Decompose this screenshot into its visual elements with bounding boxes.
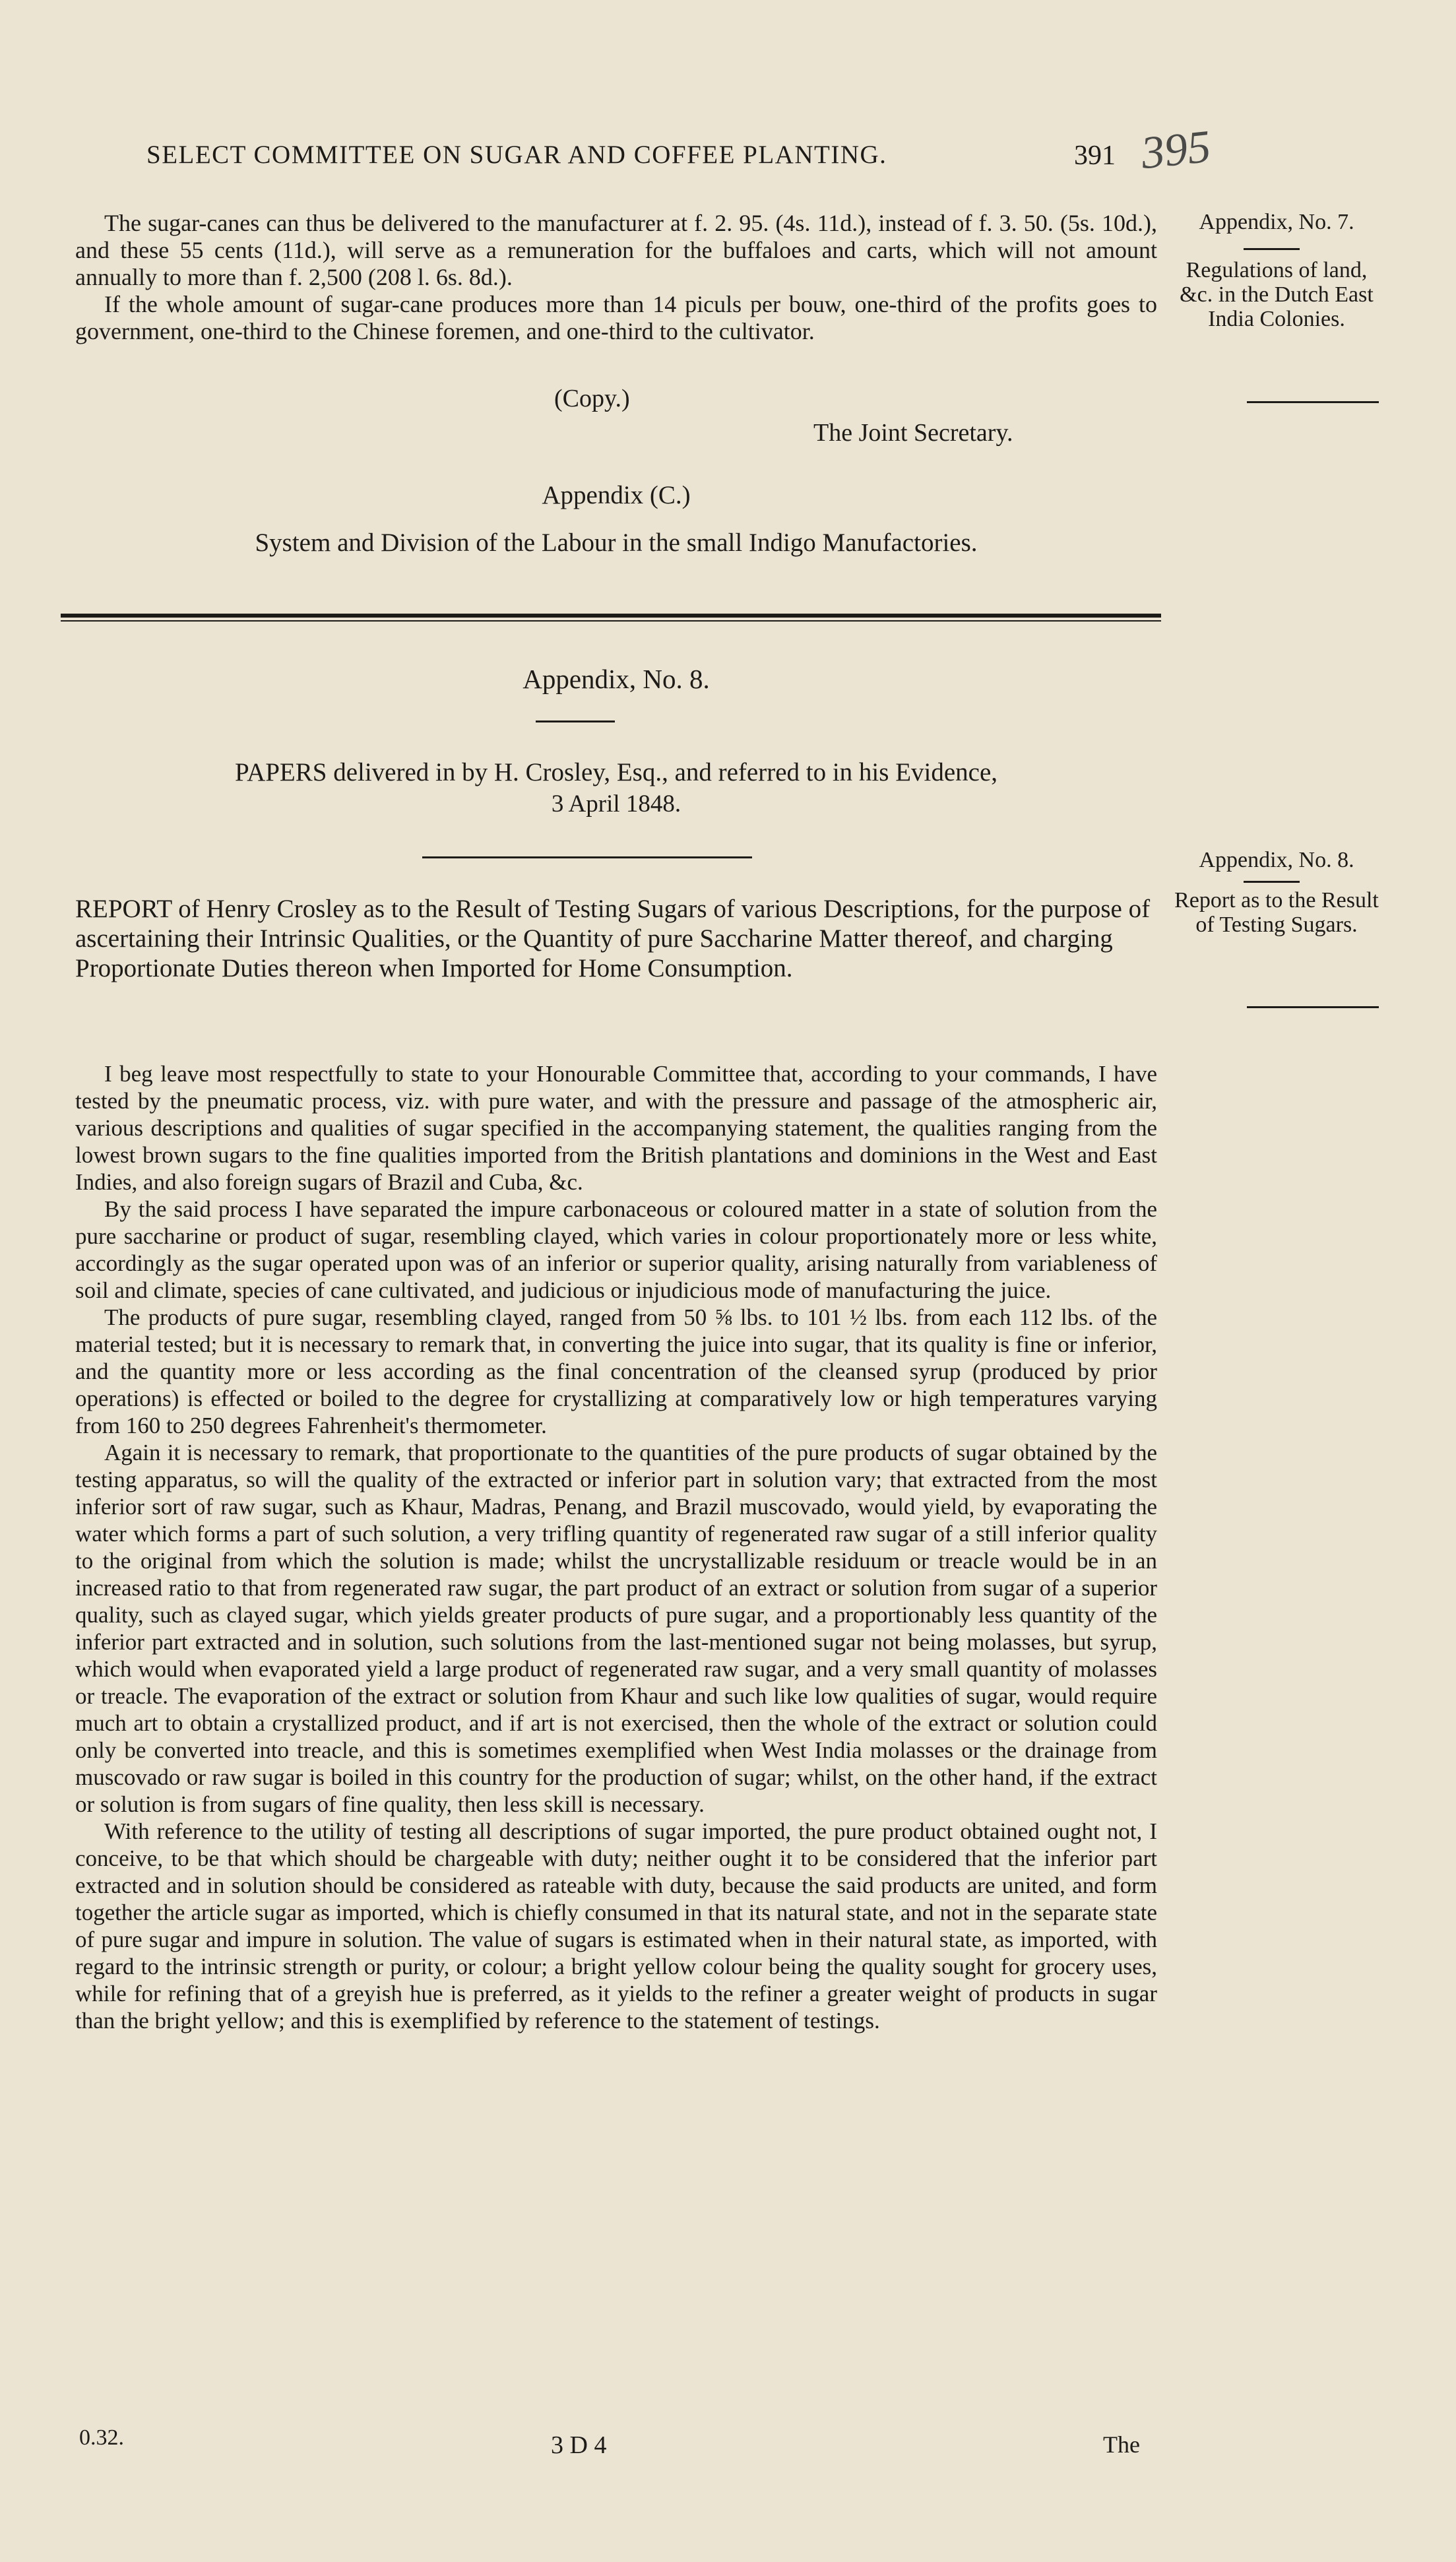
footer-catchword: The xyxy=(1103,2431,1140,2458)
side-note-appendix-7 xyxy=(1171,210,1382,331)
papers-rule xyxy=(422,856,752,858)
body-paragraph-1: I beg leave most respectfully to state to your Honourable Committee that, according to your commands, I have tested by the pneumatic process, viz. with pure water, and with the pressure and passage of the atmospheric air, various descriptions and qualities of sugar specified in the accompanying statement, the qualities ranging from the lowest brown sugars to the fine qualities imported from the British plantations and dominions in the West and East Indies, and also foreign sugars of Brazil and Cuba, &c. xyxy=(75,1061,1157,1195)
papers-date-line: 3 April 1848. xyxy=(551,790,681,817)
section-divider-thin xyxy=(61,620,1161,622)
joint-secretary-signature: The Joint Secretary. xyxy=(813,419,1013,447)
handwritten-page-number: 395 xyxy=(1139,121,1213,179)
side-note-7-text: Regulations of land, &c. in the Dutch East India Colonies. xyxy=(1180,258,1374,331)
side-note-8-rule xyxy=(1244,881,1300,883)
continuation-paragraph-2: If the whole amount of sugar-cane produces more than 14 piculs per bouw, one-third of the profits goes to government, one-third to the Chinese foremen, and one-third to the cultivator. xyxy=(75,291,1157,344)
report-body xyxy=(75,1060,1157,2034)
side-note-appendix-8 xyxy=(1171,848,1382,937)
side-note-8-text: Report as to the Result of Testing Sugars. xyxy=(1174,888,1379,937)
appendix-8-heading-rule xyxy=(536,721,615,722)
side-note-7-label: Appendix, No. 7. xyxy=(1199,210,1354,234)
appendix-c-subtitle: System and Division of the Labour in the small Indigo Manufactories. xyxy=(255,528,978,557)
footer-signature-mark: 3 D 4 xyxy=(551,2431,607,2459)
continuation-paragraph-1: The sugar-canes can thus be delivered to the manufacturer at f. 2. 95. (4s. 11d.), instead of f. 3. 50. (5s. 10d.), and these 55 cents (11d.), will serve as a remuneration for the buffaloes and carts, which will not amount annually to more than f. 2,500 (208 l. 6s. 8d.). xyxy=(75,210,1157,290)
report-title-text: REPORT of Henry Crosley as to the Result of Testing Sugars of various Descriptions, for the purpose of ascertaining their Intrinsic Qualities, or the Quantity of pure Saccharine Matter thereof, and charging Proportionate Duties thereon when Imported for Home Consumption. xyxy=(75,895,1151,982)
side-note-7-end-rule xyxy=(1247,401,1379,403)
body-paragraph-2: By the said process I have separated the impure carbonaceous or coloured matter in a state of solution from the pure saccharine or product of sugar, resembling clayed, which varies in colour proportionately more or less white, accordingly as the sugar operated upon was of an inferior or superior quality, arising naturally from variableness of soil and climate, species of cane cultivated, and judicious or injudicious mode of manufacturing the juice. xyxy=(75,1196,1157,1303)
body-paragraph-5: With reference to the utility of testing all descriptions of sugar imported, the pure product obtained ought not, I conceive, to be that which should be chargeable with duty; neither ought it to be considered that the inferior part extracted and in solution should be considered as rateable with duty, because the said products are united, and form together the article sugar as imported, which is chiefly consumed in that its natural state, and not in the separate state of pure sugar and impure in solution. The value of sugars is estimated when in their natural state, as imported, with regard to the intrinsic strength or purity, or colour; a bright yellow colour being the quality sought for grocery uses, while for refining that of a greyish hue is preferred, as it yields to the refiner a greater weight of products in sugar than the bright yellow; and this is exemplified by reference to the statement of testings. xyxy=(75,1818,1157,2034)
body-paragraph-3: The products of pure sugar, resembling clayed, ranged from 50 ⅝ lbs. to 101 ½ lbs. from each 112 lbs. of the material tested; but it is necessary to remark that, in converting the juice into sugar, that its quality is fine or inferior, and the quantity more or less according as the final concentration of the cleansed syrup (produced by prior operations) is effected or boiled to the degree for crystallizing at comparatively low or high temperatures varying from 160 to 250 degrees Fahrenheit's thermometer. xyxy=(75,1304,1157,1438)
footer-sheet-code: 0.32. xyxy=(79,2425,124,2450)
copy-label: (Copy.) xyxy=(554,385,630,412)
top-continuation xyxy=(75,210,1157,345)
page-number: 391 xyxy=(1074,141,1116,171)
section-divider xyxy=(61,614,1161,618)
appendix-c-title: Appendix (C.) xyxy=(542,481,691,509)
appendix-8-heading: Appendix, No. 8. xyxy=(522,664,710,694)
side-note-7-rule xyxy=(1244,248,1300,250)
side-note-8-end-rule xyxy=(1247,1006,1379,1008)
running-title: SELECT COMMITTEE ON SUGAR AND COFFEE PLANTING. xyxy=(146,141,887,169)
body-paragraph-4: Again it is necessary to remark, that proportionate to the quantities of the pure products of sugar obtained by the testing apparatus, so will the quality of the extracted or inferior part in solution vary; that extracted from the most inferior sort of raw sugar, such as Khaur, Madras, Penang, and Brazil muscovado, would yield, by evaporating the water which forms a part of such solution, a very trifling quantity of regenerated raw sugar of a still inferior quality to the original from which the solution is made; whilst the uncrystallizable residuum or treacle would be in an increased ratio to that from regenerated raw sugar, the part product of an extract or solution from sugar of a superior quality, such as clayed sugar, which yields greater products of pure sugar, and a proportionably less quantity of the inferior part extracted and in solution, such solutions from the last-mentioned sugar not being molasses, but syrup, which would when evaporated yield a large product of regenerated raw sugar, and a very small quantity of molasses or treacle. The evaporation of the extract or solution from Khaur and such like low qualities of sugar, would require much art to obtain a crystallized product, and if art is not exercised, then the whole of the extract or solution could only be converted into treacle, and this is sometimes exemplified when West India molasses or the drainage from muscovado or raw sugar is boiled in this country for the production of sugar; whilst, on the other hand, if the extract or solution is from sugars of fine quality, then less skill is necessary. xyxy=(75,1440,1157,1817)
side-note-8-label: Appendix, No. 8. xyxy=(1199,848,1354,872)
report-title xyxy=(75,894,1157,983)
papers-delivered-line: PAPERS delivered in by H. Crosley, Esq., and referred to in his Evidence, xyxy=(234,758,998,786)
